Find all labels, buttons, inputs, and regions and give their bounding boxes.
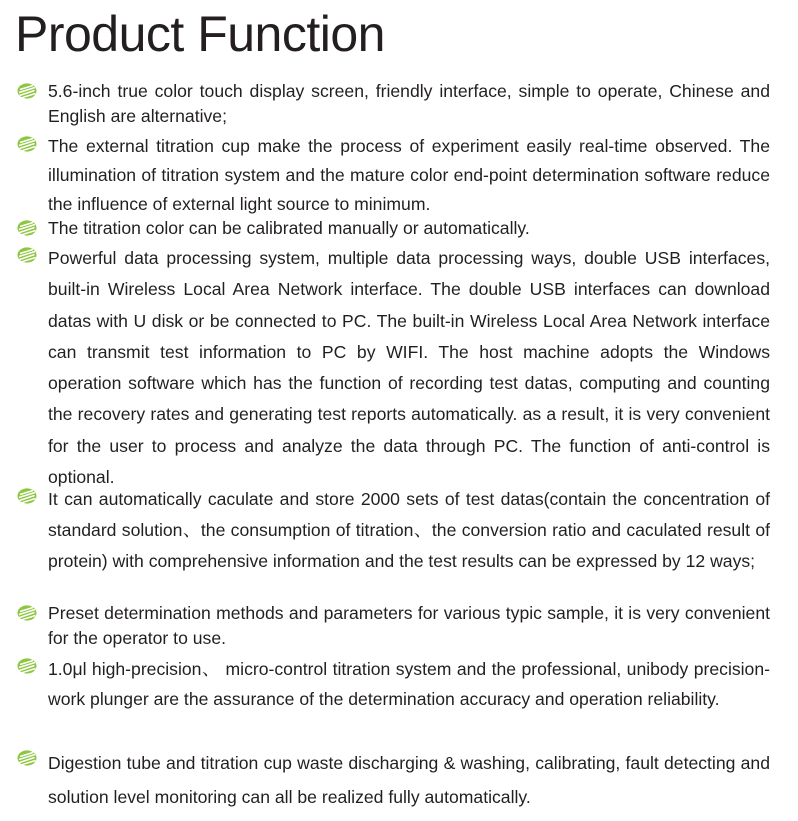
page-title: Product Function xyxy=(15,6,385,62)
bullet-icon xyxy=(17,605,37,621)
bullet-icon xyxy=(17,750,37,766)
feature-text: Powerful data processing system, multiple data processing ways, double USB interfaces, built-in Wireless Local Area Network interface. The double USB interfaces can download datas with U disk or be connected to PC. The built-in Wireless Local Area Network interface can transmit test information to PC by WIFI. The host machine adopts the Windows operation software which has the function of recording test datas, computing and counting the recovery rates and generating test reports automatically. as a result, it is very convenient for the user to process and analyze the data through PC. The function of anti-control is optional. xyxy=(48,248,770,488)
feature-text: Preset determination methods and parameters for various typic sample, it is very convenient for the operator to use. xyxy=(48,603,770,648)
bullet-icon xyxy=(17,658,37,674)
bullet-icon xyxy=(17,136,37,152)
feature-text: Digestion tube and titration cup waste discharging & washing, calibrating, fault detecting and solution level monitoring can all be realized fully automatically. xyxy=(48,753,770,807)
bullet-icon xyxy=(17,83,37,99)
bullet-icon xyxy=(17,220,37,236)
bullet-icon xyxy=(17,488,37,504)
bullet-icon xyxy=(17,247,37,263)
feature-text: The external titration cup make the process of experiment easily real-time observed. The illumination of titration system and the mature color end-point determination software reduce the influence of external light source to minimum. xyxy=(48,136,770,214)
feature-text: 5.6-inch true color touch display screen, friendly interface, simple to operate, Chinese and English are alternative; xyxy=(48,81,770,126)
feature-text: It can automatically caculate and store 2000 sets of test datas(contain the concentration of standard solution、the consumption of titration、the conversion ratio and caculated result of protein) with comprehensive information and the test results can be expressed by 12 ways; xyxy=(48,489,770,571)
feature-text: The titration color can be calibrated manually or automatically. xyxy=(48,218,530,238)
feature-text: 1.0μl high-precision、 micro-control titration system and the professional, unibody precision-work plunger are the assurance of the determination accuracy and operation reliability. xyxy=(48,659,770,709)
